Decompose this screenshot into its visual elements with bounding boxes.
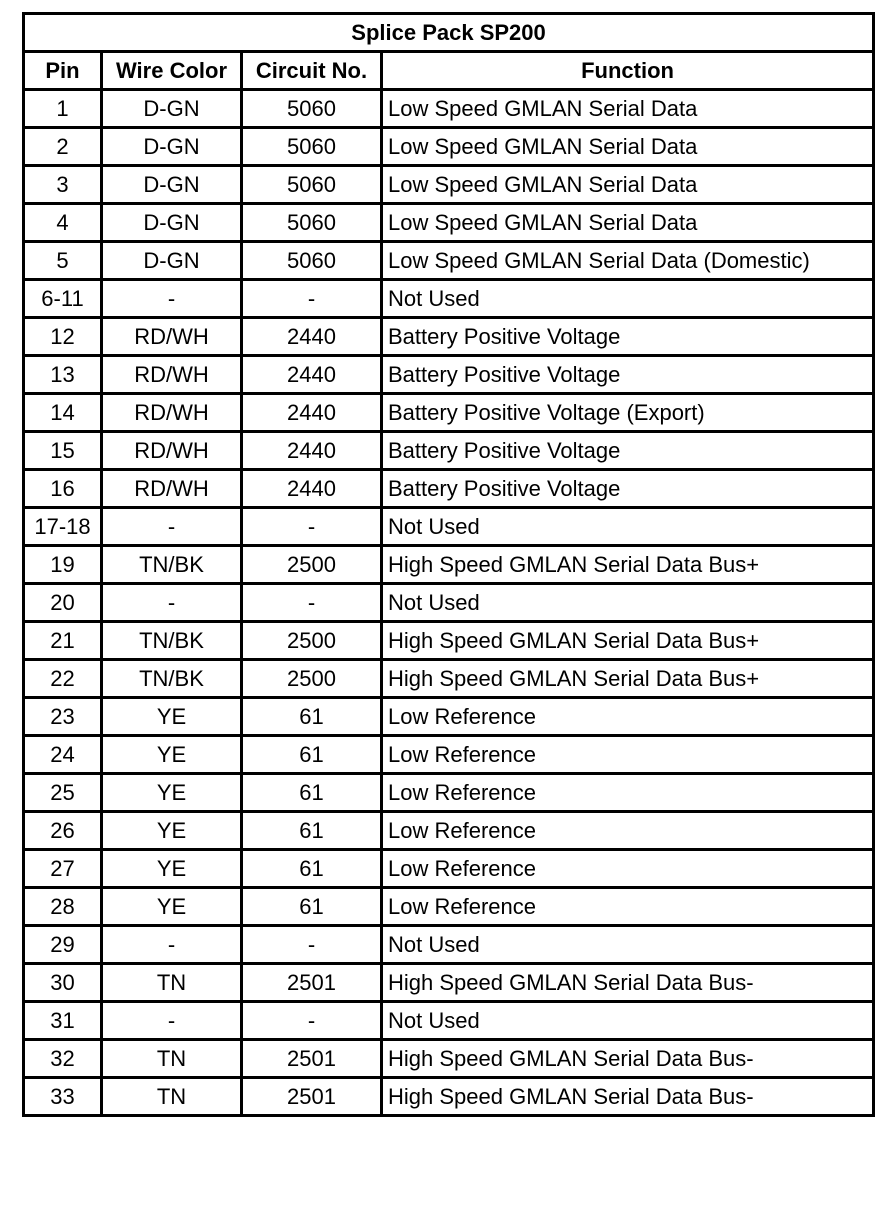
table-row xyxy=(24,926,874,964)
wire-color-cell: TN xyxy=(102,964,242,1002)
wire-color-cell: - xyxy=(102,508,242,546)
pin-cell: 23 xyxy=(24,698,102,736)
table-row xyxy=(24,964,874,1002)
wire-color-header: Wire Color xyxy=(102,52,242,90)
function-cell: Not Used xyxy=(382,508,874,546)
function-cell: Low Reference xyxy=(382,774,874,812)
circuit-cell: 2440 xyxy=(242,318,382,356)
function-cell: Low Speed GMLAN Serial Data xyxy=(382,128,874,166)
table-row xyxy=(24,812,874,850)
function-cell: High Speed GMLAN Serial Data Bus+ xyxy=(382,622,874,660)
pin-cell: 17-18 xyxy=(24,508,102,546)
pin-cell: 12 xyxy=(24,318,102,356)
pin-cell: 3 xyxy=(24,166,102,204)
table-row xyxy=(24,698,874,736)
wire-color-cell: YE xyxy=(102,774,242,812)
table-row xyxy=(24,1078,874,1116)
splice-pack-table xyxy=(22,12,875,1117)
pin-cell: 14 xyxy=(24,394,102,432)
table-row xyxy=(24,1040,874,1078)
pin-cell: 15 xyxy=(24,432,102,470)
pin-cell: 24 xyxy=(24,736,102,774)
pin-cell: 31 xyxy=(24,1002,102,1040)
pin-cell: 32 xyxy=(24,1040,102,1078)
function-cell: Not Used xyxy=(382,1002,874,1040)
circuit-cell: 2500 xyxy=(242,660,382,698)
table-row xyxy=(24,280,874,318)
circuit-cell: - xyxy=(242,1002,382,1040)
function-cell: High Speed GMLAN Serial Data Bus+ xyxy=(382,660,874,698)
wire-color-cell: D-GN xyxy=(102,128,242,166)
circuit-cell: 5060 xyxy=(242,90,382,128)
wire-color-cell: RD/WH xyxy=(102,432,242,470)
wire-color-cell: TN/BK xyxy=(102,660,242,698)
function-cell: Battery Positive Voltage xyxy=(382,318,874,356)
function-cell: Low Speed GMLAN Serial Data xyxy=(382,204,874,242)
pin-cell: 27 xyxy=(24,850,102,888)
circuit-cell: 2440 xyxy=(242,432,382,470)
circuit-cell: 2501 xyxy=(242,964,382,1002)
function-cell: Not Used xyxy=(382,926,874,964)
circuit-cell: - xyxy=(242,584,382,622)
circuit-cell: 2501 xyxy=(242,1078,382,1116)
circuit-cell: 61 xyxy=(242,736,382,774)
function-cell: Low Speed GMLAN Serial Data (Domestic) xyxy=(382,242,874,280)
table-row xyxy=(24,90,874,128)
wire-color-cell: YE xyxy=(102,850,242,888)
table-row xyxy=(24,774,874,812)
function-cell: High Speed GMLAN Serial Data Bus- xyxy=(382,1078,874,1116)
table-row xyxy=(24,660,874,698)
function-cell: Low Reference xyxy=(382,812,874,850)
circuit-cell: 2440 xyxy=(242,470,382,508)
wire-color-cell: D-GN xyxy=(102,242,242,280)
function-cell: Low Speed GMLAN Serial Data xyxy=(382,90,874,128)
function-cell: Low Speed GMLAN Serial Data xyxy=(382,166,874,204)
pin-cell: 1 xyxy=(24,90,102,128)
function-cell: High Speed GMLAN Serial Data Bus+ xyxy=(382,546,874,584)
table-row xyxy=(24,318,874,356)
wire-color-cell: YE xyxy=(102,888,242,926)
circuit-cell: 61 xyxy=(242,888,382,926)
function-cell: Low Reference xyxy=(382,736,874,774)
pin-cell: 13 xyxy=(24,356,102,394)
circuit-cell: - xyxy=(242,926,382,964)
table-row xyxy=(24,166,874,204)
table-row xyxy=(24,546,874,584)
circuit-cell: 61 xyxy=(242,698,382,736)
wire-color-cell: YE xyxy=(102,812,242,850)
wire-color-cell: RD/WH xyxy=(102,318,242,356)
function-cell: Battery Positive Voltage (Export) xyxy=(382,394,874,432)
pin-cell: 26 xyxy=(24,812,102,850)
pin-cell: 30 xyxy=(24,964,102,1002)
function-cell: High Speed GMLAN Serial Data Bus- xyxy=(382,1040,874,1078)
wire-color-cell: TN/BK xyxy=(102,622,242,660)
circuit-header: Circuit No. xyxy=(242,52,382,90)
wire-color-cell: - xyxy=(102,280,242,318)
pin-cell: 4 xyxy=(24,204,102,242)
pin-cell: 29 xyxy=(24,926,102,964)
table-row xyxy=(24,584,874,622)
function-cell: Low Reference xyxy=(382,888,874,926)
table-row xyxy=(24,850,874,888)
table-row xyxy=(24,888,874,926)
pin-cell: 33 xyxy=(24,1078,102,1116)
wire-color-cell: D-GN xyxy=(102,90,242,128)
circuit-cell: - xyxy=(242,280,382,318)
circuit-cell: - xyxy=(242,508,382,546)
wire-color-cell: YE xyxy=(102,698,242,736)
wire-color-cell: RD/WH xyxy=(102,394,242,432)
pin-cell: 5 xyxy=(24,242,102,280)
circuit-cell: 2501 xyxy=(242,1040,382,1078)
pin-cell: 21 xyxy=(24,622,102,660)
wire-color-cell: YE xyxy=(102,736,242,774)
table-row xyxy=(24,356,874,394)
function-cell: Not Used xyxy=(382,280,874,318)
pin-cell: 22 xyxy=(24,660,102,698)
table-row xyxy=(24,622,874,660)
wire-color-cell: D-GN xyxy=(102,204,242,242)
table-row xyxy=(24,432,874,470)
pin-cell: 2 xyxy=(24,128,102,166)
circuit-cell: 2500 xyxy=(242,546,382,584)
title-row xyxy=(24,14,874,52)
pin-cell: 25 xyxy=(24,774,102,812)
circuit-cell: 2440 xyxy=(242,356,382,394)
wire-color-cell: - xyxy=(102,1002,242,1040)
wire-color-cell: RD/WH xyxy=(102,470,242,508)
function-cell: Battery Positive Voltage xyxy=(382,432,874,470)
pin-cell: 28 xyxy=(24,888,102,926)
wire-color-cell: D-GN xyxy=(102,166,242,204)
table-title: Splice Pack SP200 xyxy=(24,14,874,52)
pin-cell: 19 xyxy=(24,546,102,584)
wire-color-cell: TN xyxy=(102,1078,242,1116)
circuit-cell: 61 xyxy=(242,812,382,850)
wire-color-cell: - xyxy=(102,584,242,622)
table-row xyxy=(24,1002,874,1040)
wire-color-cell: - xyxy=(102,926,242,964)
table-row xyxy=(24,204,874,242)
circuit-cell: 5060 xyxy=(242,128,382,166)
circuit-cell: 61 xyxy=(242,850,382,888)
function-cell: Battery Positive Voltage xyxy=(382,356,874,394)
table-row xyxy=(24,470,874,508)
function-cell: Low Reference xyxy=(382,698,874,736)
table-row xyxy=(24,736,874,774)
wire-color-cell: TN/BK xyxy=(102,546,242,584)
pin-cell: 6-11 xyxy=(24,280,102,318)
circuit-cell: 5060 xyxy=(242,242,382,280)
table-row xyxy=(24,508,874,546)
wire-color-cell: RD/WH xyxy=(102,356,242,394)
function-cell: Not Used xyxy=(382,584,874,622)
pin-cell: 20 xyxy=(24,584,102,622)
function-header: Function xyxy=(382,52,874,90)
function-cell: Battery Positive Voltage xyxy=(382,470,874,508)
circuit-cell: 5060 xyxy=(242,166,382,204)
header-row xyxy=(24,52,874,90)
table-row xyxy=(24,394,874,432)
circuit-cell: 61 xyxy=(242,774,382,812)
wire-color-cell: TN xyxy=(102,1040,242,1078)
circuit-cell: 2500 xyxy=(242,622,382,660)
function-cell: Low Reference xyxy=(382,850,874,888)
circuit-cell: 2440 xyxy=(242,394,382,432)
circuit-cell: 5060 xyxy=(242,204,382,242)
pin-header: Pin xyxy=(24,52,102,90)
table-body xyxy=(24,90,874,1116)
table-row xyxy=(24,128,874,166)
function-cell: High Speed GMLAN Serial Data Bus- xyxy=(382,964,874,1002)
pin-cell: 16 xyxy=(24,470,102,508)
table-row xyxy=(24,242,874,280)
